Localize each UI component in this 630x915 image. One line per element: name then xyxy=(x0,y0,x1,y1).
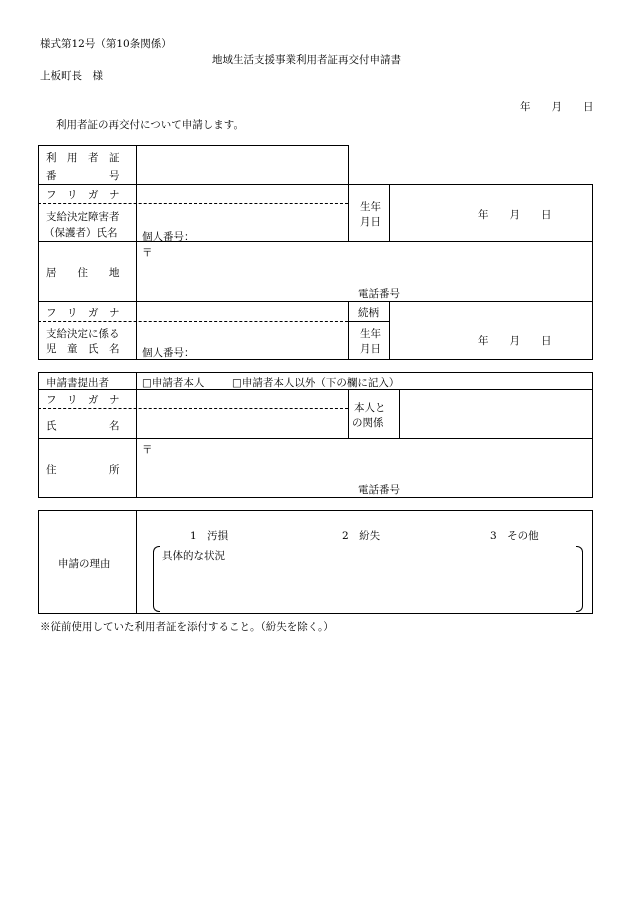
child-label-2: 児 童 氏 名 xyxy=(46,343,120,355)
cert-number-field[interactable] xyxy=(138,147,346,183)
reason-option-1[interactable]: 1 汚損 xyxy=(190,530,229,542)
submitter-postal-mark: 〒 xyxy=(142,444,153,456)
furigana2-field[interactable] xyxy=(138,303,346,319)
cert-number-label-1: 利 用 者 証 xyxy=(46,152,120,164)
recipient-label-1: 支給決定障害者 xyxy=(46,211,120,223)
relation-to-self-label-1: 本人と xyxy=(354,402,386,414)
addressee: 上板町長 様 xyxy=(40,70,103,82)
right-bracket xyxy=(576,546,583,612)
birth-label-2: 月日 xyxy=(360,216,381,228)
footnote: ※従前使用していた利用者証を添付すること。（紛失を除く。） xyxy=(40,621,334,633)
application-date[interactable]: 年 月 日 xyxy=(520,101,594,113)
birth2-date-field[interactable]: 年 月 日 xyxy=(478,335,552,347)
submitter-option-other[interactable]: □申請者本人以外（下の欄に記入） xyxy=(232,377,400,389)
reason-label: 申請の理由 xyxy=(58,558,111,570)
reason-option-2[interactable]: 2 紛失 xyxy=(342,530,381,542)
submitter-option-self[interactable]: □申請者本人 xyxy=(142,377,205,389)
address-field[interactable] xyxy=(138,243,590,283)
phone-label: 電話番号 xyxy=(358,288,400,300)
furigana-field[interactable] xyxy=(138,186,346,202)
child-label-1: 支給決定に係る xyxy=(46,328,120,340)
submitter-furigana-field[interactable] xyxy=(138,391,346,407)
recipient-label-2: （保護者）氏名 xyxy=(44,227,118,239)
birth2-label-1: 生年 xyxy=(360,328,381,340)
submitter-name-label: 氏 名 xyxy=(46,420,120,432)
relation-to-self-label-2: の関係 xyxy=(352,417,384,429)
reason-option-3[interactable]: 3 その他 xyxy=(490,530,539,542)
submitter-label: 申請書提出者 xyxy=(46,377,109,389)
furigana-label: フ リ ガ ナ xyxy=(46,189,120,201)
furigana2-label: フ リ ガ ナ xyxy=(46,307,120,319)
intro-text: 利用者証の再交付について申請します。 xyxy=(56,119,244,131)
submitter-name-field[interactable] xyxy=(138,410,346,436)
birth2-label-2: 月日 xyxy=(360,343,381,355)
address-label: 居 住 地 xyxy=(46,267,120,279)
relation-field[interactable] xyxy=(391,303,590,319)
submitter-furigana-label: フ リ ガ ナ xyxy=(46,394,120,406)
left-bracket xyxy=(153,546,160,612)
submitter-address-field[interactable] xyxy=(138,440,590,478)
detail-field[interactable] xyxy=(162,564,572,608)
cert-number-label-2: 番 号 xyxy=(46,170,120,182)
my-number2-label: 個人番号： xyxy=(142,347,195,359)
birth-date-field[interactable]: 年 月 日 xyxy=(478,209,552,221)
detail-label: 具体的な状況 xyxy=(162,550,225,562)
postal-mark: 〒 xyxy=(142,247,153,259)
form-title: 地域生活支援事業利用者証再交付申請書 xyxy=(212,54,401,66)
form-number: 様式第12号（第10条関係） xyxy=(40,38,172,50)
relation-label: 続柄 xyxy=(358,307,379,319)
child-name-field[interactable] xyxy=(138,323,346,358)
submitter-address-label: 住 所 xyxy=(46,464,120,476)
submitter-phone-label: 電話番号 xyxy=(358,484,400,496)
birth-label-1: 生年 xyxy=(360,201,381,213)
my-number-label: 個人番号： xyxy=(142,231,195,243)
recipient-name-field[interactable] xyxy=(138,205,346,239)
relation-to-self-field[interactable] xyxy=(401,391,590,436)
